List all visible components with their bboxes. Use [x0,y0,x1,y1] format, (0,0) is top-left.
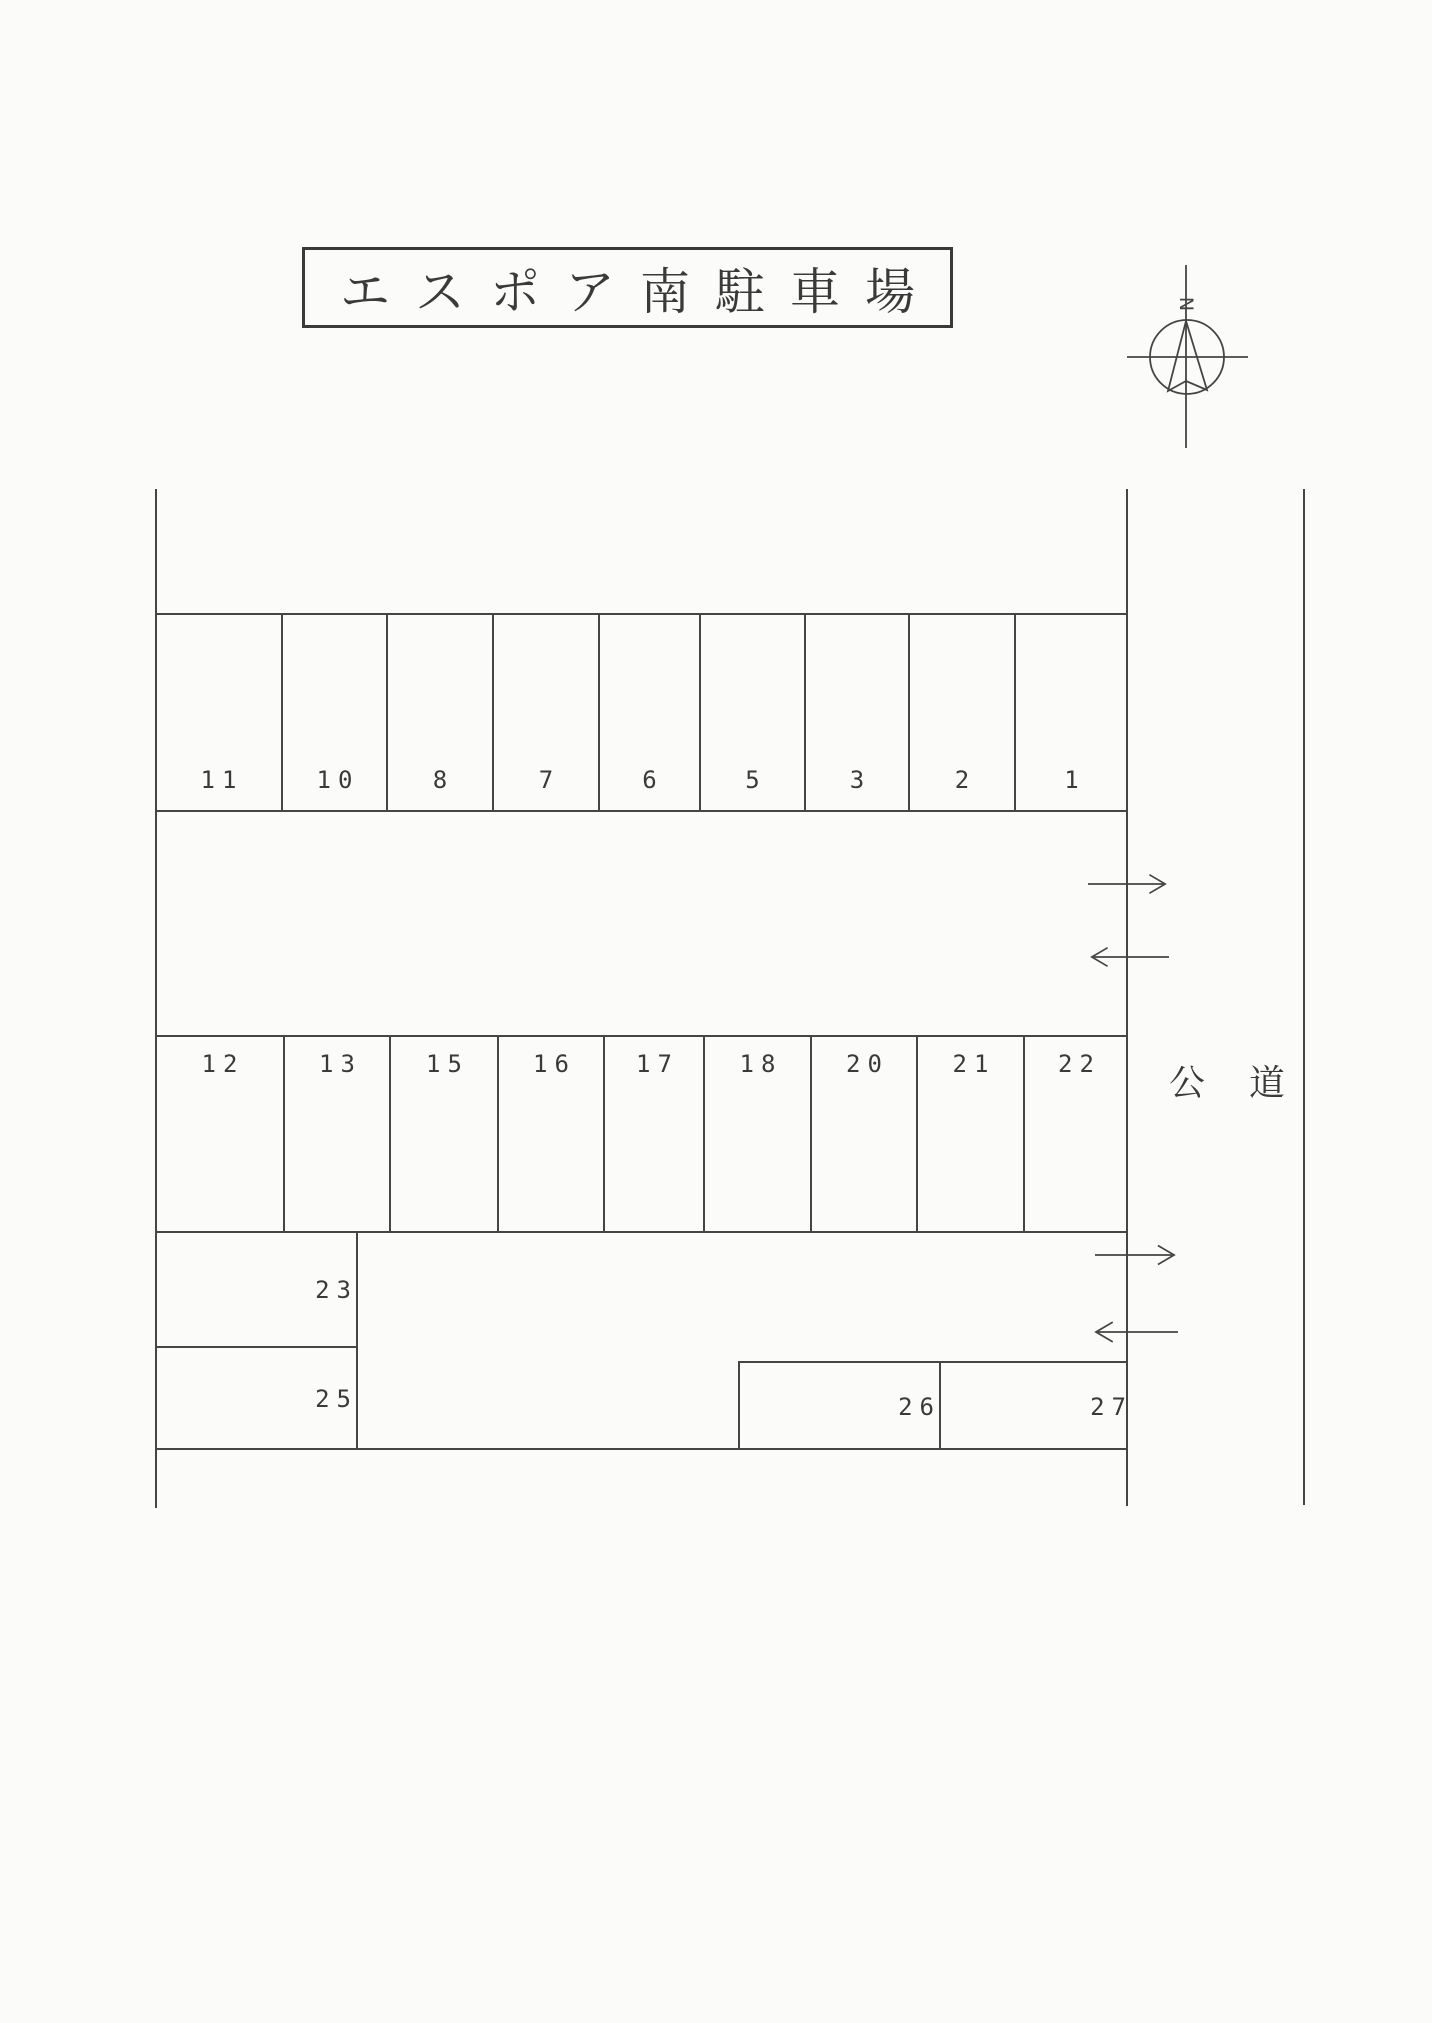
space-number: 27 [1090,1392,1133,1421]
parking-space-6 [600,615,701,810]
parking-space-27 [941,1363,1133,1450]
space-number: 13 [319,1050,362,1078]
parking-box-bottom [738,1361,1133,1450]
space-number: 15 [426,1050,469,1078]
parking-space-2 [910,615,1016,810]
arrow-left-icon [1093,1319,1178,1345]
arrow-right-icon [1095,1242,1177,1268]
parking-space-21 [918,1037,1025,1231]
parking-space-20 [812,1037,918,1231]
road-label [1150,1055,1304,1106]
parking-space-18 [705,1037,812,1231]
space-number: 25 [315,1385,358,1413]
arrow-left-icon [1089,944,1169,970]
space-number: 21 [952,1050,996,1078]
parking-space-5 [701,615,806,810]
parking-space-3 [806,615,910,810]
space-number: 2 [954,766,977,794]
parking-space-17 [605,1037,705,1231]
page-title: エスポア南駐車場 [340,262,940,321]
title-box [302,247,953,328]
parking-space-15 [391,1037,499,1231]
space-number: 7 [538,766,561,794]
space-number: 11 [200,766,244,794]
parking-space-11 [156,615,283,810]
space-number: 18 [739,1050,783,1078]
space-number: 10 [316,766,360,794]
space-number: 6 [642,766,664,794]
parking-column-left [156,1233,358,1450]
space-number: 20 [846,1050,889,1078]
road-label-char: 道 [1249,1063,1286,1104]
parking-space-1 [1016,615,1127,810]
parking-space-16 [499,1037,605,1231]
road-far-edge-line [1303,489,1305,1505]
parking-space-8 [388,615,494,810]
parking-space-22 [1025,1037,1127,1231]
parking-space-13 [285,1037,391,1231]
north-label: N [1175,296,1197,312]
space-number: 22 [1058,1050,1101,1078]
bottom-boundary-line [156,1448,1127,1450]
space-number: 1 [1064,766,1086,794]
space-number: 5 [745,766,767,794]
road-label-char: 公 [1168,1063,1205,1104]
compass-north-icon [1100,255,1260,455]
parking-space-25 [156,1348,356,1450]
parking-space-10 [283,615,388,810]
parking-row-top [156,613,1127,812]
parking-space-23 [156,1233,356,1348]
space-number: 8 [432,766,455,794]
space-number: 26 [898,1392,941,1421]
space-number: 3 [849,766,872,794]
space-number: 23 [315,1275,358,1304]
parking-space-26 [740,1363,941,1450]
space-number: 12 [201,1050,245,1078]
arrow-right-icon [1088,871,1168,897]
parking-space-7 [494,615,600,810]
parking-row-middle [156,1035,1127,1233]
space-number: 16 [533,1050,576,1078]
space-number: 17 [636,1050,679,1078]
parking-space-12 [156,1037,285,1231]
